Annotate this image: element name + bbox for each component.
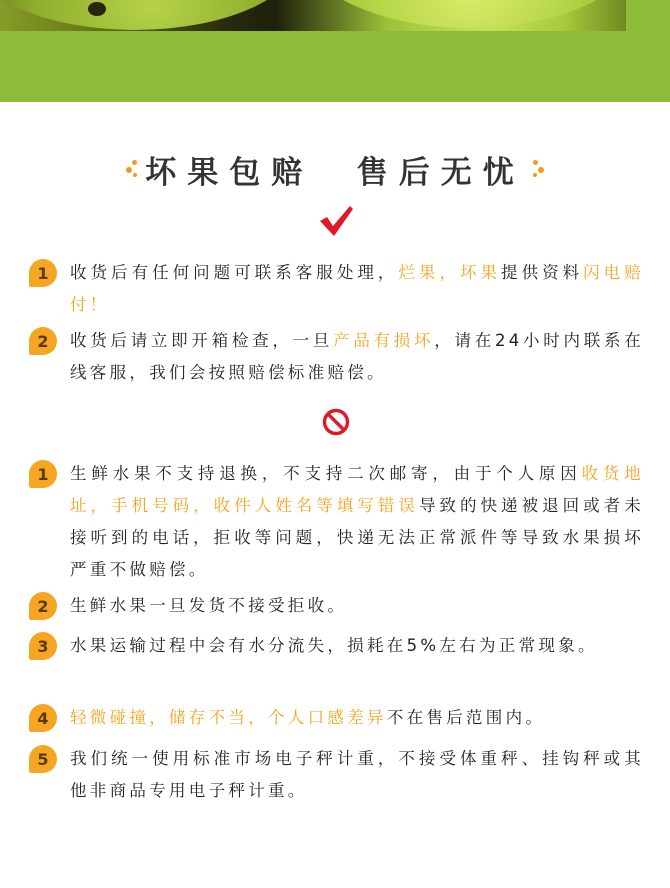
body-text: 我们统一使用标准市场电子秤计重，不接受体重秤、挂钩秤或其他非商品专用电子秤计重。 xyxy=(70,749,644,800)
exclusion-item xyxy=(29,630,644,662)
number-badge: 4 xyxy=(29,704,57,732)
fruit-image-right xyxy=(300,0,626,28)
number-badge: 2 xyxy=(29,327,57,355)
exclusion-item xyxy=(29,702,644,734)
exclusion-text xyxy=(70,630,644,662)
page-title xyxy=(0,146,670,192)
number-badge: 1 xyxy=(29,460,57,488)
fruit-photo xyxy=(0,0,626,31)
body-text: 生鲜水果不支持退换，不支持二次邮寄，由于个人原因 xyxy=(70,464,582,483)
decor-dots-left-icon xyxy=(123,158,139,180)
highlight-text: 收货地址，手机号码，收件人姓名等填写错误 xyxy=(70,464,644,515)
highlight-text: 产品有损坏 xyxy=(333,331,435,350)
highlight-text: 烂果，坏果 xyxy=(398,263,502,282)
number-badge: 5 xyxy=(29,745,57,773)
body-text: 导致的快递被退回或者未接听到的电话，拒收等问题，快递无法正常派件等导致水果损坏严重不做赔偿。 xyxy=(70,496,644,579)
highlight-text: 轻微碰撞，储存不当，个人口感差异 xyxy=(70,708,387,727)
title-gap xyxy=(313,151,357,187)
exclusion-item xyxy=(29,458,644,586)
title-right: 售后无忧 xyxy=(356,154,525,191)
number-badge: 1 xyxy=(29,259,57,287)
body-text: ，请在24小时内联系在线客服，我们会按照赔偿标准赔偿。 xyxy=(70,331,645,382)
checkmark-icon xyxy=(318,204,354,238)
body-text: 提供资料 xyxy=(501,263,584,282)
number-badge: 3 xyxy=(29,632,57,660)
body-text: 生鲜水果一旦发货不接受拒收。 xyxy=(70,596,348,615)
exclusion-text xyxy=(70,743,644,807)
number-badge: 2 xyxy=(29,592,57,620)
guarantee-text xyxy=(70,325,644,389)
exclusion-item xyxy=(29,743,644,807)
body-text: 不在售后范围内。 xyxy=(386,708,546,727)
prohibited-icon xyxy=(321,407,351,437)
body-text: 水果运输过程中会有水分流失，损耗在5%左右为正常现象。 xyxy=(70,636,598,655)
guarantee-text xyxy=(70,257,644,321)
header-banner xyxy=(0,0,670,102)
highlight-text: 闪电赔付！ xyxy=(70,263,645,314)
guarantee-item xyxy=(29,325,644,389)
exclusion-text xyxy=(70,590,644,622)
exclusion-text xyxy=(70,458,644,586)
fruit-stem xyxy=(88,2,106,16)
decor-dots-right-icon xyxy=(531,158,547,180)
body-text: 收货后请立即开箱检查，一旦 xyxy=(70,331,334,350)
fruit-image-left xyxy=(0,0,300,30)
guarantee-item xyxy=(29,257,644,321)
title-left: 坏果包赔 xyxy=(145,154,314,191)
exclusion-item xyxy=(29,590,644,622)
exclusion-text xyxy=(70,702,644,734)
body-text: 收货后有任何问题可联系客服处理， xyxy=(70,263,399,282)
